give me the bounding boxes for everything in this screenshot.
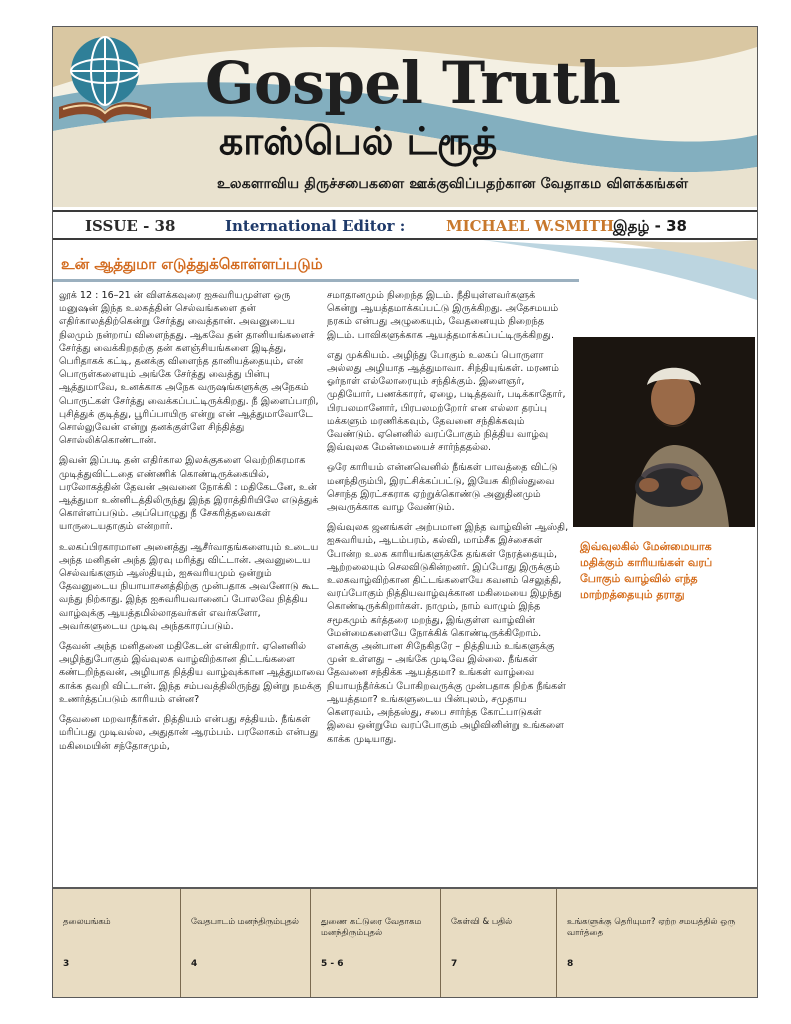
article-paragraph: உலகப்பிரகாரமான அனைத்து ஆசீர்வாதங்களையும் உடைய அந்த மனிதன் அந்த இரவு மரித்து விட்டான். அவனுடைய செல்வங்களும் ஆஸ்தியும், ஐசுவரியமும் ஒன்றும் தேவனுடைய நியாயாசனத்திற்கு முன்பதாக அவனோடு கூட வந்து நிற்காது. இந்த ஐசுவரியவானைப் போலவே நித்திய வாழ்வுக்கு ஆயத்தமில்லாதவர்கள் எவர்களோ, அவர்களுடைய முடிவு அந்தகாரப்படும். bbox=[59, 541, 319, 632]
article-photo bbox=[573, 337, 755, 527]
title-divider bbox=[53, 279, 579, 282]
globe-book-logo bbox=[53, 27, 157, 127]
page-frame bbox=[52, 26, 758, 998]
contents-item-label: வேதபாடம் மனந்திரும்புதல் bbox=[191, 917, 299, 927]
article-paragraph: தேவன் அந்த மனிதனை மதிகேடன் என்கிறார். ஏனெனில் அழிந்துபோகும் இவ்வுலக வாழ்விற்கான திட்டங்களை கண்டறிந்தவன், அழியாத நித்திய வாழ்வுக்கான ஆத்துமாவை காக்க தவறி விட்டான். இந்த சம்பவத்திலிருந்து இன்று நமக்கு உணர்த்தப்படும் காரியம் என்ன? bbox=[59, 641, 325, 705]
masthead-title-english: Gospel Truth bbox=[205, 49, 621, 117]
contents-item-label: துணை கட்டுரை வேதாகம மனந்திரும்புதல் bbox=[321, 917, 422, 938]
editor-label: International Editor : bbox=[225, 217, 406, 235]
masthead-title-tamil: காஸ்பெல் ட்ரூத் bbox=[219, 119, 498, 163]
masthead bbox=[53, 27, 757, 207]
contents-footer bbox=[53, 887, 757, 997]
contents-item-page: 7 bbox=[451, 959, 458, 969]
article-paragraph: தேவனை மறவாதீர்கள். நித்தியம் என்பது சத்தியம். நீங்கள் மரிப்பது முடிவல்ல, அதுதான் ஆரம்பம். பரலோகம் என்பது மகிமையின் சந்தோசமும், bbox=[59, 714, 319, 752]
article-title: உன் ஆத்துமா எடுத்துக்கொள்ளப்படும் bbox=[61, 255, 323, 273]
contents-item[interactable] bbox=[53, 889, 181, 997]
man-with-bag-illustration bbox=[573, 337, 755, 527]
article-paragraph: எது முக்கியம். அழிந்து போகும் உலகப் பொருளா அல்லது அழியாத ஆத்துமாவா. சிந்தியுங்கள். மரணம் ஓர்நாள் எல்லோரையும் சந்திக்கும். இளைஞர், முதியோர், பணக்காரர், ஏழை, படித்தவர், படிக்காதோர், பிரபலமானோர், பிரபலமற்றோர் என எல்லா தரப்பு மக்களும் மரணிக்கவும், தேவனை சந்திக்கவும் வேண்டும். ஏனெனில் வரப்போகும் நித்திய வாழ்வு இவ்வுலக மேன்மையைச் சார்ந்ததல்ல. bbox=[327, 349, 566, 454]
article-paragraph: லூக் 12 : 16–21 ன் விளக்கவுரை ஐசுவரியமுள்ள ஒரு மனுஷன் இந்த உலகத்தின் செல்வங்களை தன் எதிர்காலத்திற்கென்று சேர்த்து வைத்தான். அவனுடைய நிலமும் நன்றாய் விளைந்தது. ஆகவே தன் தானியங்களைச் சேர்த்து வைக்கிறதற்கு தன் களஞ்சியங்களை இடித்து, பெரிதாகக் கட்டி, தனக்கு விளைந்த தானியத்தையும், என் பொருள்களையும் அங்கே சேர்த்து வைத்து பின்பு ஆத்துமாவே, உனக்காக அநேக வருஷங்களுக்கு அநேகம் பொருட்கள் சேர்த்து வைக்கப்பட்டிருக்கிறது. நீ இளைப்பாறி, புசித்துக் குடித்து, பூரிப்பாயிரு என்று என் ஆத்துமாவோடே சொல்லுவேன் என்று தனக்குள்ளே சிந்தித்து சொல்லிக்கொண்டான். bbox=[59, 290, 319, 447]
contents-item-page: 8 bbox=[567, 959, 574, 969]
contents-item-label: உங்களுக்கு தெரியுமா? ஏற்ற சமயத்தில் ஒரு வார்த்தை bbox=[567, 917, 736, 938]
contents-item-label: தலையங்கம் bbox=[63, 917, 111, 927]
contents-item[interactable] bbox=[441, 889, 557, 997]
contents-item[interactable] bbox=[557, 889, 757, 997]
article-column-2 bbox=[327, 289, 569, 753]
masthead-tagline: உலகளாவிய திருச்சபைகளை ஊக்குவிப்பதற்கான வேதாகம விளக்கங்கள் bbox=[217, 176, 689, 192]
article-paragraph: இவ்வுலக ஜனங்கள் அற்பமான இந்த வாழ்வின் ஆஸ்தி, ஐசுவரியம், ஆடம்பரம், கல்வி, மாம்சீக இச்சைகள் போன்ற உலக காரியங்களுக்கே தங்கள் நேரத்தையும், ஆற்றலையும் செலவிடுகின்றனர். இப்போது இருக்கும் உலகவாழ்விற்கான திட்டங்களையே கவனம் செலுத்தி, வரப்போகும் நித்தியவாழ்வுக்கான மகிமையை இழந்து கொண்டிருக்கிறார்கள். நாமும், நாம் வாழும் இந்த சமூகமும் கர்த்தரை மறந்து, இங்குள்ள வாழ்வின் மேன்மைகளையே நோக்கிக் கொண்டிருக்கிறோம். எனக்கு அன்பான சிநேகிதரே – நித்தியம் உங்களுக்கு முன் உள்ளது – அங்கே முடிவே இல்லை. நீங்கள் தேவனை சந்திக்க ஆயத்தமா? உங்கள் வாழ்வை நியாயந்தீர்க்கப் போகிறவருக்கு முன்பதாக நிற்க நீங்கள் ஆயத்தமா? உங்களுடைய பின்புலம், சமுதாய கௌரவம், அந்தஸ்து, சபை சார்ந்த கோட்பாடுகள் இவை ஒன்றுமே வரப்போகும் அழிவினின்று உங்களை காக்க முடியாது. bbox=[327, 522, 569, 745]
contents-item-label: கேள்வி & பதில் bbox=[451, 917, 513, 927]
contents-item-page: 4 bbox=[191, 959, 198, 969]
issue-bar bbox=[53, 210, 757, 240]
issue-number-tamil: இதழ் - 38 bbox=[613, 217, 687, 235]
pull-quote: இவ்வுலகில் மேன்மையாக மதிக்கும் காரியங்கள் வரப் போகும் வாழ்வில் எந்த மாற்றத்தையும் தராது bbox=[580, 540, 713, 601]
editor-name: MICHAEL W.SMITH bbox=[446, 217, 615, 235]
contents-item-page: 3 bbox=[63, 959, 70, 969]
article-paragraph: இவன் இப்படி தன் எதிர்கால இலக்குகளை வெற்றிகரமாக முடித்துவிட்டதை எண்ணிக் கொண்டிருக்கையில், பரலோகத்தின் தேவன் அவனை நோக்கி : மதிகேடனே, உன் ஆத்துமா உன்னிடத்திலிருந்து இந்த இராத்திரியிலே எடுத்துக் கொள்ளப்படும். அப்பொழுது நீ சேகரித்தவைகள் யாருடையதாகும் என்றார். bbox=[59, 455, 319, 533]
article-paragraph: சமாதானமும் நிறைந்த இடம். நீதியுள்ளவர்களுக் கென்று ஆயத்தமாக்கப்பட்டு இருக்கிறது. அதேசமயம் நரகம் என்பது அழுகையும், வேதனையும் நிறைந்த இடம். பாவிகளுக்காக ஆயத்தமாக்கப்பட்டிருக்கிறது. bbox=[327, 290, 559, 341]
article-paragraph: ஒரே காரியம் என்னவெனில் நீங்கள் பாவத்தை விட்டு மனந்திரும்பி, இரட்சிக்கப்பட்டு, இயேசு கிறிஸ்துவை சொந்த இரட்சகராக ஏற்றுக்கொண்டு அனுதினமும் அவருக்காக வாழ வேண்டும். bbox=[327, 462, 558, 514]
article-column-1 bbox=[59, 289, 325, 760]
contents-item-page: 5 - 6 bbox=[321, 959, 344, 969]
contents-item[interactable] bbox=[311, 889, 441, 997]
issue-number-english: ISSUE - 38 bbox=[85, 217, 176, 235]
contents-item[interactable] bbox=[181, 889, 311, 997]
